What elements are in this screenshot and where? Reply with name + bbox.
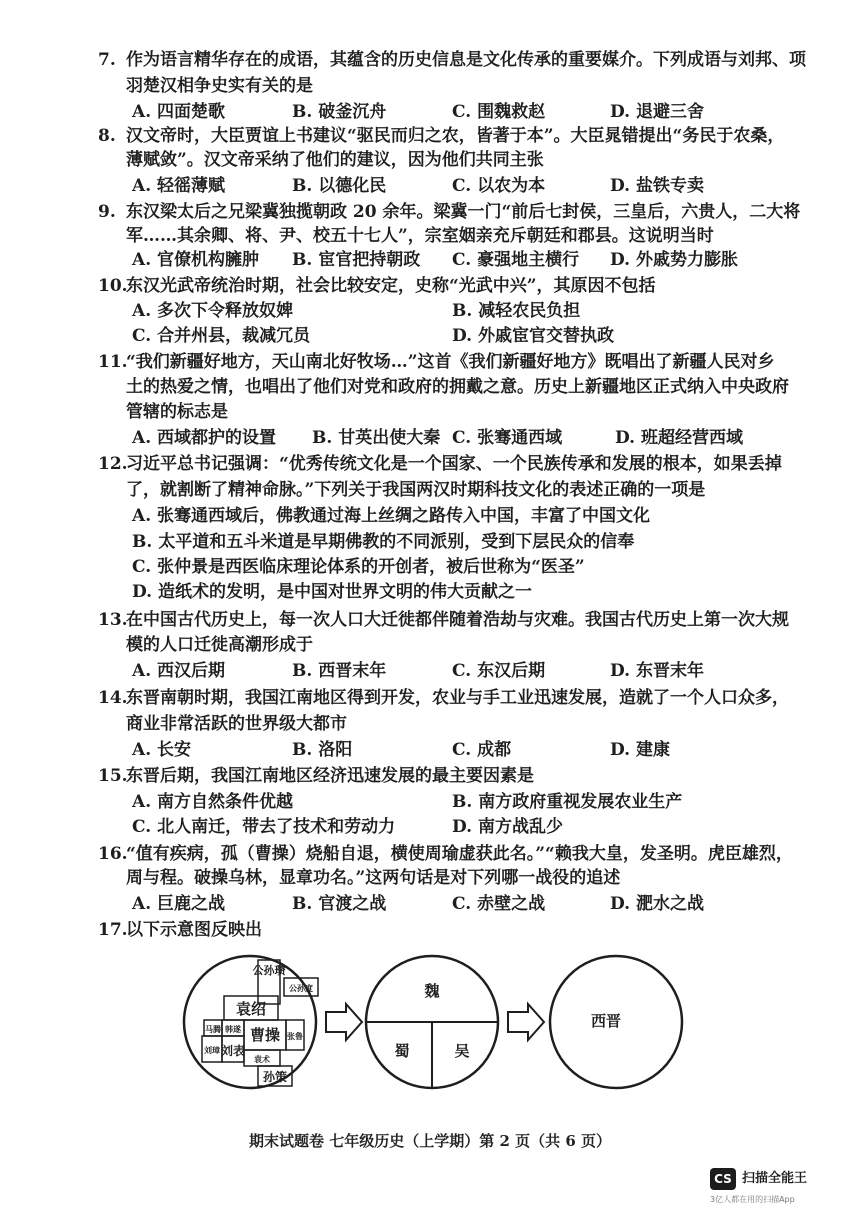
question-text: 作为语言精华存在的成语，其蕴含的历史信息是文化传承的重要媒介。下列成语与刘邦、项	[126, 50, 806, 70]
question-text: 东晋后期，我国江南地区经济迅速发展的最主要因素是	[126, 766, 534, 786]
option-a: A. 西汉后期	[132, 661, 226, 681]
option-b: B. 以德化民	[292, 176, 387, 196]
option-d: D. 退避三舍	[610, 102, 704, 122]
label-gongsun-zan: 公孙瓒	[252, 964, 286, 977]
warlords-circle	[184, 956, 318, 1088]
three-kingdoms-diagram	[180, 950, 740, 1095]
label-shu: 蜀	[394, 1042, 410, 1060]
label-han-sui: 韩遂	[225, 1024, 241, 1034]
question-number: 15.	[98, 766, 128, 786]
option-c: C. 张仲景是西医临床理论体系的开创者，被后世称为“医圣”	[132, 557, 585, 577]
option-c: C. 豪强地主横行	[452, 250, 580, 270]
option-d: D. 班超经营西域	[615, 428, 743, 448]
question-text: 以下示意图反映出	[126, 920, 262, 940]
question-text: 在中国古代历史上，每一次人口大迁徙都伴随着浩劫与灾难。我国古代历史上第一次大规	[126, 610, 789, 630]
label-gongsun-du: 公孙度	[289, 983, 313, 993]
camscanner-logo-icon: CS	[710, 1168, 736, 1190]
question-number: 17.	[98, 920, 128, 940]
option-a: A. 长安	[132, 740, 192, 760]
option-a: A. 多次下令释放奴婢	[132, 301, 294, 321]
option-c: C. 合并州县，裁减冗员	[132, 326, 311, 346]
question-number: 11.	[98, 352, 128, 372]
question-number: 8.	[98, 126, 116, 146]
question-text: 东晋南朝时期，我国江南地区得到开发，农业与手工业迅速发展，造就了一个人口众多，	[126, 688, 789, 708]
label-liu-zhang: 刘璋	[204, 1045, 220, 1055]
option-a: A. 官僚机构臃肿	[132, 250, 260, 270]
option-d: D. 南方战乱少	[452, 817, 563, 837]
option-d: D. 外戚势力膨胀	[610, 250, 738, 270]
label-zhang-lu: 张鲁	[287, 1031, 303, 1041]
question-text: 羽楚汉相争史实有关的是	[126, 76, 313, 96]
question-text: 周与程。破操乌林，显章功名。”这两句话是对下列哪一战役的追述	[126, 868, 621, 888]
label-wei: 魏	[424, 982, 440, 1000]
option-d: D. 造纸术的发明，是中国对世界文明的伟大贡献之一	[132, 582, 532, 602]
label-yuan-shao: 袁绍	[235, 1000, 267, 1018]
option-c: C. 围魏救赵	[452, 102, 546, 122]
scanner-watermark	[710, 1168, 840, 1208]
question-number: 13.	[98, 610, 128, 630]
option-d: D. 外戚宦官交替执政	[452, 326, 614, 346]
label-xi-jin: 西晋	[590, 1012, 622, 1030]
question-text: “值有疾病，孤（曹操）烧船自退，横使周瑜虚获此名。”“赖我大皇，发圣明。虎臣雄烈，	[126, 844, 793, 864]
label-ma-teng: 马腾	[205, 1024, 221, 1034]
option-c: C. 以农为本	[452, 176, 546, 196]
option-a: A. 南方自然条件优越	[132, 792, 294, 812]
option-c: C. 北人南迁，带去了技术和劳动力	[132, 817, 396, 837]
question-number: 10.	[98, 276, 128, 296]
arrow-icon	[508, 1004, 544, 1040]
option-b: B. 破釜沉舟	[292, 102, 387, 122]
question-number: 9.	[98, 202, 116, 222]
question-number: 16.	[98, 844, 128, 864]
option-d: D. 淝水之战	[610, 894, 704, 914]
brand-tagline: 3亿人都在用的扫描App	[710, 1195, 795, 1204]
option-d: D. 盐铁专卖	[610, 176, 704, 196]
question-text: 土的热爱之情，也唱出了他们对党和政府的拥戴之意。历史上新疆地区正式纳入中央政府	[126, 377, 789, 397]
option-a: A. 张骞通西域后，佛教通过海上丝绸之路传入中国，丰富了中国文化	[132, 506, 651, 526]
option-a: A. 轻徭薄赋	[132, 176, 226, 196]
question-text: 习近平总书记强调：“优秀传统文化是一个国家、一个民族传承和发展的根本，如果丢掉	[126, 454, 782, 474]
question-text: 汉文帝时，大臣贾谊上书建议“驱民而归之农，皆著于本”。大臣晁错提出“务民于农桑，	[126, 126, 785, 146]
option-d: D. 东晋末年	[610, 661, 704, 681]
question-number: 7.	[98, 50, 116, 70]
option-b: B. 宦官把持朝政	[292, 250, 421, 270]
brand-name: 扫描全能王	[742, 1171, 808, 1186]
question-text: 东汉光武帝统治时期，社会比较安定，史称“光武中兴”，其原因不包括	[126, 276, 656, 296]
label-sun-ce: 孙策	[262, 1070, 288, 1084]
question-text: 模的人口迁徙高潮形成于	[126, 635, 313, 655]
question-text: 薄赋敛”。汉文帝采纳了他们的建议，因为他们共同主张	[126, 150, 544, 170]
option-b: B. 洛阳	[292, 740, 353, 760]
option-c: C. 东汉后期	[452, 661, 546, 681]
question-text: 东汉梁太后之兄梁冀独揽朝政 20 余年。梁冀一门“前后七封侯，三皇后，六贵人，二大将	[126, 202, 801, 222]
three-kingdoms-circle	[366, 956, 498, 1088]
label-yuan-shu: 袁术	[254, 1054, 270, 1064]
option-a: A. 西域都护的设置	[132, 428, 277, 448]
option-c: C. 张骞通西域	[452, 428, 563, 448]
western-jin-circle	[550, 956, 682, 1088]
question-text: 了，就割断了精神命脉。”下列关于我国两汉时期科技文化的表述正确的一项是	[126, 480, 706, 500]
option-d: D. 建康	[610, 740, 670, 760]
option-b: B. 南方政府重视发展农业生产	[452, 792, 683, 812]
option-b: B. 太平道和五斗米道是早期佛教的不同派别，受到下层民众的信奉	[132, 532, 635, 552]
option-b: B. 官渡之战	[292, 894, 387, 914]
arrow-icon	[326, 1004, 362, 1040]
option-b: B. 减轻农民负担	[452, 301, 581, 321]
question-text: 商业非常活跃的世界级大都市	[126, 714, 347, 734]
question-text: “我们新疆好地方，天山南北好牧场…”这首《我们新疆好地方》既唱出了新疆人民对乡	[126, 352, 775, 372]
label-liu-biao: 刘表	[220, 1044, 246, 1058]
label-wu: 吴	[454, 1042, 470, 1060]
page-footer: 期末试题卷 七年级历史（上学期）第 2 页（共 6 页）	[249, 1132, 611, 1150]
question-number: 14.	[98, 688, 128, 708]
option-a: A. 巨鹿之战	[132, 894, 226, 914]
label-cao-cao: 曹操	[249, 1026, 281, 1044]
option-b: B. 甘英出使大秦	[312, 428, 441, 448]
option-c: C. 成都	[452, 740, 512, 760]
question-text: 军……其余卿、将、尹、校五十七人”，宗室姻亲充斥朝廷和郡县。这说明当时	[126, 226, 714, 246]
option-c: C. 赤壁之战	[452, 894, 546, 914]
option-a: A. 四面楚歌	[132, 102, 226, 122]
question-text: 管辖的标志是	[126, 402, 228, 422]
option-b: B. 西晋末年	[292, 661, 387, 681]
question-number: 12.	[98, 454, 128, 474]
